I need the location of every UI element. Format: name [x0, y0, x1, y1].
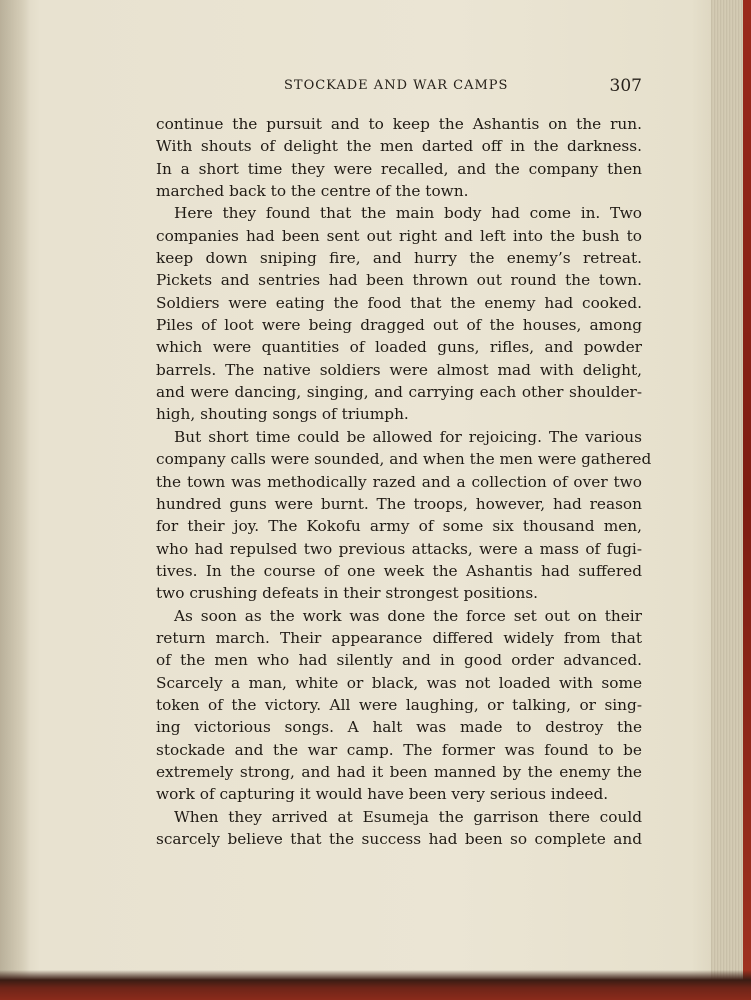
- paragraph: [156, 605, 642, 806]
- page-number: 307: [609, 76, 642, 96]
- text-line: marched back to the centre of the town.: [156, 182, 469, 201]
- text-line: companies had been sent out right and left into the bush to: [156, 226, 642, 245]
- text-line: high, shouting songs of triumph.: [156, 405, 409, 424]
- text-line: stockade and the war camp. The former was found to be: [156, 740, 642, 759]
- text-line: When they arrived at Esumeja the garrison there could: [174, 807, 642, 826]
- text-line: ing victorious songs. A halt was made to destroy the: [156, 718, 642, 737]
- text-line: extremely strong, and had it been manned by the enemy the: [156, 762, 642, 781]
- running-head: [156, 76, 642, 98]
- text-line: tives. In the course of one week the Ashantis had suffered: [156, 561, 642, 580]
- text-line: Here they found that the main body had come in. Two: [174, 204, 642, 223]
- running-title: STOCKADE AND WAR CAMPS: [284, 78, 509, 93]
- text-line: for their joy. The Kokofu army of some six thousand men,: [156, 517, 642, 536]
- text-line: With shouts of delight the men darted off in the darkness.: [156, 137, 642, 156]
- text-line: hundred guns were burnt. The troops, however, had reason: [156, 494, 642, 513]
- text-line: In a short time they were recalled, and the company then: [156, 159, 642, 178]
- text-line: Pickets and sentries had been thrown out round the town.: [156, 271, 642, 290]
- text-line: company calls were sounded, and when the men were gathered: [156, 450, 652, 469]
- text-line: Piles of loot were being dragged out of the houses, among: [156, 316, 642, 335]
- text-line: work of capturing it would have been very serious indeed.: [156, 785, 609, 804]
- paragraph: [156, 202, 642, 425]
- text-line: Soldiers were eating the food that the enemy had cooked.: [156, 293, 642, 312]
- text-line: return march. Their appearance differed widely from that: [156, 628, 642, 647]
- text-line: But short time could be allowed for rejoicing. The various: [174, 427, 642, 446]
- paragraph: [156, 113, 642, 202]
- text-line: scarcely believe that the success had been so complete and: [156, 830, 642, 848]
- text-line: and were dancing, singing, and carrying each other shoulder-: [156, 383, 642, 402]
- text-line: barrels. The native soldiers were almost mad with delight,: [156, 360, 642, 379]
- text-line: who had repulsed two previous attacks, were a mass of fugi-: [156, 539, 642, 558]
- text-line: As soon as the work was done the force set out on their: [174, 606, 642, 625]
- text-line: two crushing defeats in their strongest positions.: [156, 584, 539, 603]
- book-cover-edge: [743, 0, 751, 1000]
- paragraph: [156, 426, 652, 605]
- body-text: [156, 113, 652, 850]
- page-gutter: [0, 0, 30, 1000]
- text-line: of the men who had silently and in good order advanced.: [156, 651, 642, 670]
- paragraph: [156, 806, 642, 851]
- book-binding-bottom: [0, 970, 751, 1000]
- text-line: token of the victory. All were laughing, or talking, or sing-: [156, 695, 642, 714]
- text-line: which were quantities of loaded guns, rifles, and powder: [156, 338, 642, 357]
- text-line: Scarcely a man, white or black, was not loaded with some: [156, 673, 642, 692]
- text-line: continue the pursuit and to keep the Ashantis on the run.: [156, 115, 642, 133]
- text-line: the town was methodically razed and a collection of over two: [156, 472, 642, 491]
- text-line: keep down sniping fire, and hurry the enemy’s retreat.: [156, 249, 642, 268]
